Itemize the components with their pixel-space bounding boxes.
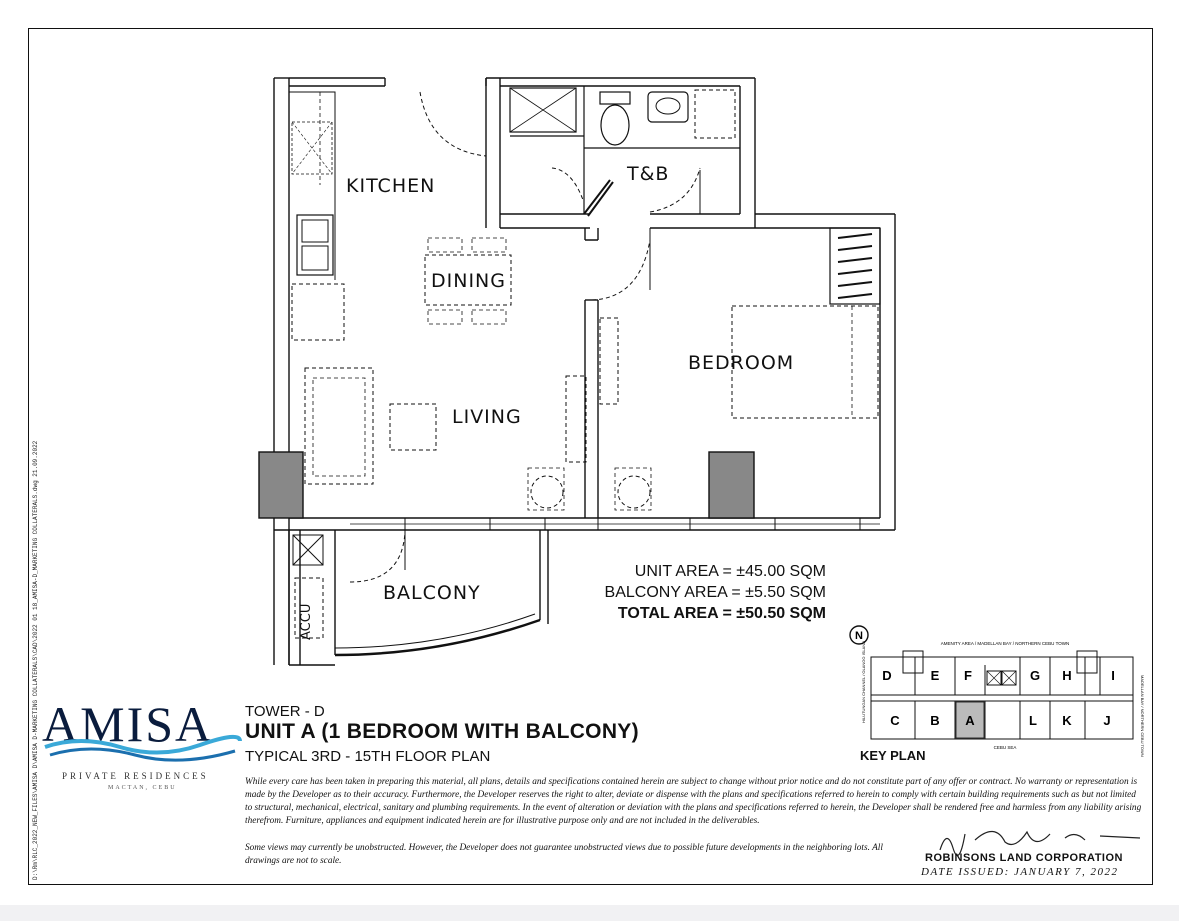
column-bedroom bbox=[709, 452, 754, 518]
logo-wordmark: AMISA bbox=[42, 696, 214, 752]
bedroom-north-wall bbox=[755, 214, 895, 228]
keyplan-unit-i: I bbox=[1111, 668, 1115, 683]
north-label: N bbox=[855, 630, 863, 642]
keyplan-title: KEY PLAN bbox=[860, 748, 926, 763]
keyplan-unit-e: E bbox=[930, 668, 940, 683]
tb-south-wall-1 bbox=[500, 214, 590, 228]
logo-location: MACTAN, CEBU bbox=[108, 785, 177, 791]
keyplan-unit-d: D bbox=[882, 668, 892, 683]
keyplan-unit-l: L bbox=[1029, 713, 1037, 728]
keyplan-left-label: HILUTUNGAN CHANNEL / OLANGO ISLAND bbox=[861, 640, 866, 723]
unit-area: UNIT AREA = ±45.00 SQM bbox=[634, 563, 826, 580]
tb-west-wall bbox=[486, 78, 500, 228]
tower-label: TOWER - D bbox=[245, 703, 325, 720]
keyplan-top-label: AMENITY AREA / MADELLAN BAY / NORTHERN CEBU TOWN bbox=[940, 641, 1070, 646]
room-label-kitchen: KITCHEN bbox=[346, 175, 436, 197]
disclaimer-views: Some views may currently be unobstructed. However, the Developer does not guarantee unobstructed views due to possible future developments in the neighboring lots. All drawings are not to scale. bbox=[245, 843, 883, 866]
unit-title: UNIT A (1 BEDROOM WITH BALCONY) bbox=[245, 720, 639, 743]
kitchen-north-wall bbox=[289, 78, 385, 86]
tb-east-wall bbox=[740, 78, 755, 228]
keyplan-unit-c: C bbox=[890, 713, 900, 728]
room-label-accu: ACCU bbox=[299, 603, 314, 640]
keyplan-unit-a: A bbox=[965, 713, 975, 728]
room-label-dining: DINING bbox=[431, 270, 506, 292]
room-label-tb: T&B bbox=[627, 163, 670, 185]
room-label-bedroom: BEDROOM bbox=[688, 352, 795, 374]
logo-wave-icon bbox=[40, 733, 240, 763]
keyplan-unit-k: K bbox=[1062, 713, 1072, 728]
company-name: ROBINSONS LAND CORPORATION bbox=[925, 852, 1123, 864]
keyplan-unit-g: G bbox=[1029, 668, 1041, 683]
total-area: TOTAL AREA = ±50.50 SQM bbox=[617, 605, 826, 622]
disclaimer-paragraph: While every care has been taken in preparing this material, all plans, details and specifications contained herein are subject to change without prior notice and do not constitute part of any offer or contract. No warranty or representation is made by the Developer as to their accuracy. Furthermore, the Developer reserves the right to alter, deviate or dispense with the plans and specifications referred to herein to comply with certain building requirements such as but not limited to structural, mechanical, electrical, sanitary and plumbing requirements. In the event of alteration or deviation with the plans and specifications referred to herein, the Developer shall be rendered free and harmless from any liability arising therefrom. Furniture, appliances and equipment indicated herein are for illustrative purpose only and are not included in the deliverables. bbox=[245, 777, 1142, 826]
amisa-logo bbox=[40, 695, 235, 795]
tb-north-wall bbox=[486, 78, 755, 86]
balcony-area: BALCONY AREA = ±5.50 SQM bbox=[604, 584, 826, 601]
keyplan-bottom-label: CEBU SEA bbox=[993, 745, 1017, 750]
east-wall bbox=[880, 214, 895, 530]
keyplan-unit-j: J bbox=[1103, 713, 1111, 728]
room-label-living: LIVING bbox=[452, 406, 522, 428]
logo-subtitle: PRIVATE RESIDENCES bbox=[62, 771, 209, 781]
keyplan-unit-f: F bbox=[964, 668, 972, 683]
date-issued: DATE ISSUED: JANUARY 7, 2022 bbox=[921, 866, 1119, 878]
keyplan-unit-h: H bbox=[1062, 668, 1072, 683]
partition-wall bbox=[585, 300, 598, 518]
balcony-rail bbox=[335, 620, 540, 655]
room-label-balcony: BALCONY bbox=[383, 582, 481, 604]
keyplan-right-label: MADELLAN BAY / NORTHERN CEBU TOWN bbox=[1140, 675, 1145, 757]
column-west bbox=[259, 452, 303, 518]
floor-plan-label: TYPICAL 3RD - 15TH FLOOR PLAN bbox=[245, 748, 491, 765]
west-wall bbox=[274, 78, 289, 665]
keyplan-unit-b: B bbox=[930, 713, 940, 728]
file-path-note: D:\Rm\RLC_2022_NEW_FILES\AMISA D\AMISA D-MARKETING COLLATERALS\CAD\2022 01 18_AMISA-D_MARKETING COLLATERALS.dwg 21.09.2022 bbox=[32, 440, 39, 880]
